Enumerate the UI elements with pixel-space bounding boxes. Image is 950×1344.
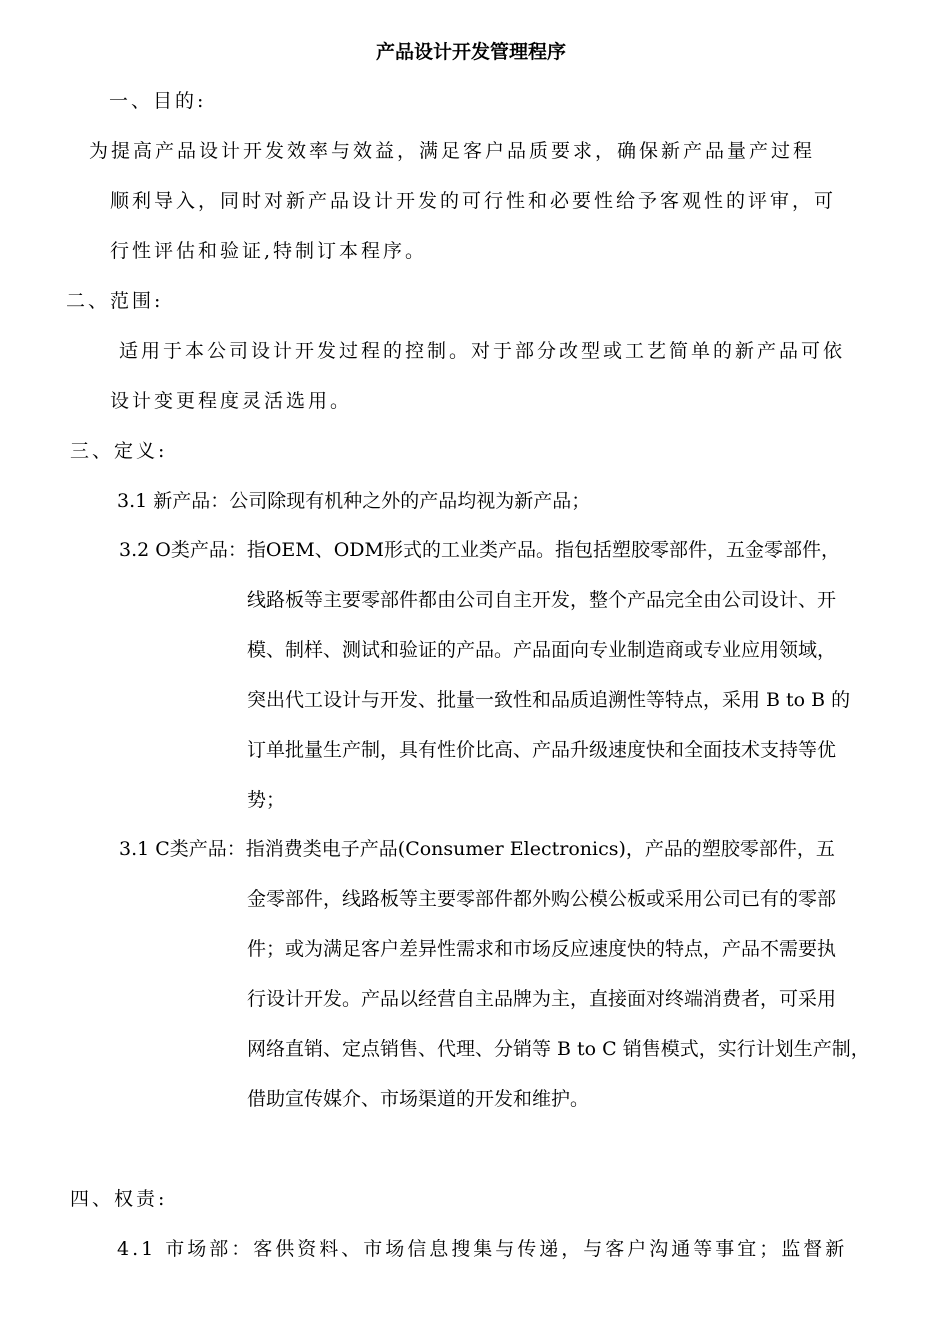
definition-3-3-line: 行设计开发。产品以经营自主品牌为主，直接面对终端消费者，可采用 <box>247 988 837 1010</box>
purpose-line-3: 行性评估和验证,特制订本程序。 <box>110 240 428 262</box>
definition-3-3-head: 3.1 C类产品：指消费类电子产品(Consumer Electronics)，产品的塑胶零部件，五 <box>119 838 835 860</box>
definition-3-2-line: 订单批量生产制，具有性价比高、产品升级速度快和全面技术支持等优 <box>247 739 837 761</box>
definition-3-1: 3.1 新产品：公司除现有机种之外的产品均视为新产品； <box>117 490 591 512</box>
definition-3-2-head: 3.2 O类产品：指OEM、ODM形式的工业类产品。指包括塑胶零部件，五金零部件， <box>119 539 840 561</box>
section-heading-definitions: 三、定义: <box>70 440 168 462</box>
definition-3-3-line: 件；或为满足客户差异性需求和市场反应速度快的特点，产品不需要执 <box>247 938 837 960</box>
definition-3-3-line: 金零部件，线路板等主要零部件都外购公模公板或采用公司已有的零部 <box>247 888 837 910</box>
scope-line-2: 设计变更程度灵活选用。 <box>110 390 353 412</box>
definition-3-2-line: 势； <box>247 789 286 811</box>
definition-3-2-line: 模、制样、测试和验证的产品。产品面向专业制造商或专业应用领域， <box>247 639 837 661</box>
purpose-line-2: 顺利导入，同时对新产品设计开发的可行性和必要性给予客观性的评审，可 <box>110 190 837 212</box>
definition-3-2-line: 突出代工设计与开发、批量一致性和品质追溯性等特点，采用 B to B 的 <box>247 689 851 711</box>
section-heading-purpose: 一、目的: <box>109 90 207 112</box>
purpose-line-1: 为提高产品设计开发效率与效益，满足客户品质要求，确保新产品量产过程 <box>89 140 816 162</box>
section-heading-responsibilities: 四、权责: <box>70 1188 168 1210</box>
responsibility-4-1: 4.1 市场部：客供资料、市场信息搜集与传递，与客户沟通等事宜；监督新 <box>117 1238 848 1260</box>
section-heading-scope: 二、范围: <box>66 290 164 312</box>
definition-3-2-line: 线路板等主要零部件都由公司自主开发，整个产品完全由公司设计、开 <box>247 589 837 611</box>
definition-3-3-line: 网络直销、定点销售、代理、分销等 B to C 销售模式，实行计划生产制， <box>247 1038 870 1060</box>
scope-line-1: 适用于本公司设计开发过程的控制。对于部分改型或工艺简单的新产品可依 <box>119 340 846 362</box>
definition-3-3-line: 借助宣传媒介、市场渠道的开发和维护。 <box>247 1088 590 1110</box>
document-title: 产品设计开发管理程序 <box>376 41 567 63</box>
